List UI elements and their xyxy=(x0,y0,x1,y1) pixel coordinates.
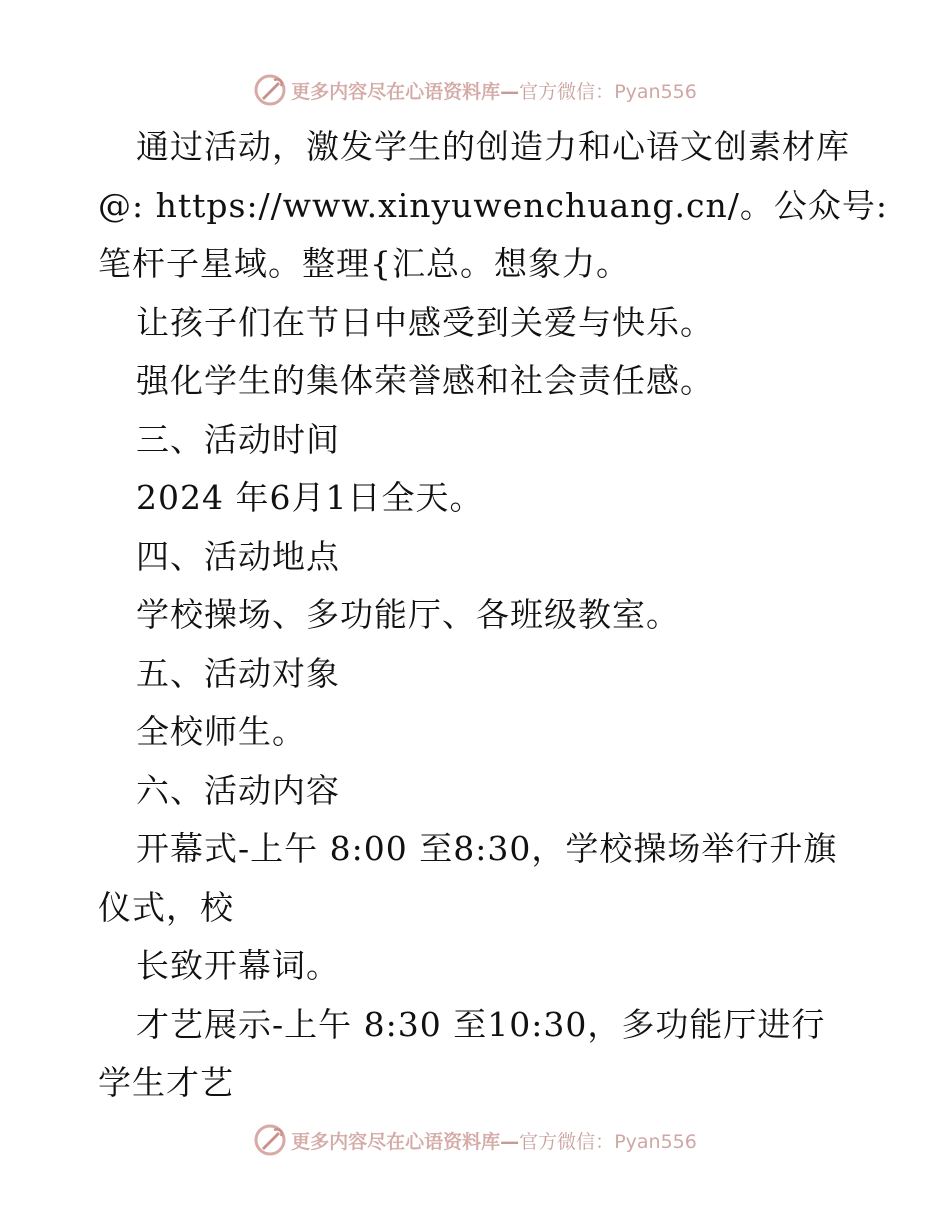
quill-logo-icon xyxy=(253,73,287,107)
quill-logo-icon xyxy=(253,1123,287,1157)
section-heading-audience: 五、活动对象 xyxy=(136,653,340,693)
watermark-separator: — xyxy=(500,80,520,103)
body-line-1: 通过活动，激发学生的创造力和心语文创素材库 xyxy=(136,127,850,166)
body-line-5: 强化学生的集体荣誉感和社会责任感。 xyxy=(136,361,714,400)
watermark-wechat-id: Pyan556 xyxy=(614,1130,697,1153)
body-line-2: @: https://www.xinyuwenchuang.cn/。公众号: xyxy=(98,185,888,225)
header-watermark-inner xyxy=(253,73,697,107)
watermark-main: 更多内容尽在心语资料库 xyxy=(291,1130,501,1153)
watermark-wechat-id: Pyan556 xyxy=(614,80,697,103)
watermark-main: 更多内容尽在心语资料库 xyxy=(291,80,501,103)
section-heading-content: 六、活动内容 xyxy=(136,770,340,810)
body-line-9: 学校操场、多功能厅、各班级教室。 xyxy=(136,595,680,634)
footer-watermark-inner xyxy=(253,1123,697,1157)
document-body xyxy=(98,118,888,1113)
body-line-13: 开幕式-上午 8:00 至8:30，学校操场举行升旗 xyxy=(136,829,838,868)
body-line-16: 才艺展示-上午 8:30 至10:30，多功能厅进行 xyxy=(136,1004,826,1044)
watermark-wechat-label: 官方微信： xyxy=(519,1130,615,1153)
body-line-14: 仪式，校 xyxy=(98,887,234,927)
body-line-7: 2024 年6月1日全天。 xyxy=(136,478,484,517)
section-heading-location: 四、活动地点 xyxy=(136,536,340,576)
watermark-separator: — xyxy=(500,1130,520,1153)
section-heading-time: 三、活动时间 xyxy=(136,419,340,459)
body-line-17: 学生才艺 xyxy=(98,1063,234,1102)
footer-watermark xyxy=(0,1120,950,1160)
header-watermark xyxy=(0,70,950,110)
watermark-wechat-label: 官方微信： xyxy=(519,80,615,103)
body-line-11: 全校师生。 xyxy=(136,712,306,751)
watermark-text xyxy=(291,77,697,104)
body-line-15: 长致开幕词。 xyxy=(136,946,340,985)
body-line-4: 让孩子们在节日中感受到关爱与快乐。 xyxy=(136,302,714,342)
watermark-text xyxy=(291,1127,697,1154)
body-line-3: 笔杆子星域。整理{汇总。想象力。 xyxy=(98,244,630,283)
